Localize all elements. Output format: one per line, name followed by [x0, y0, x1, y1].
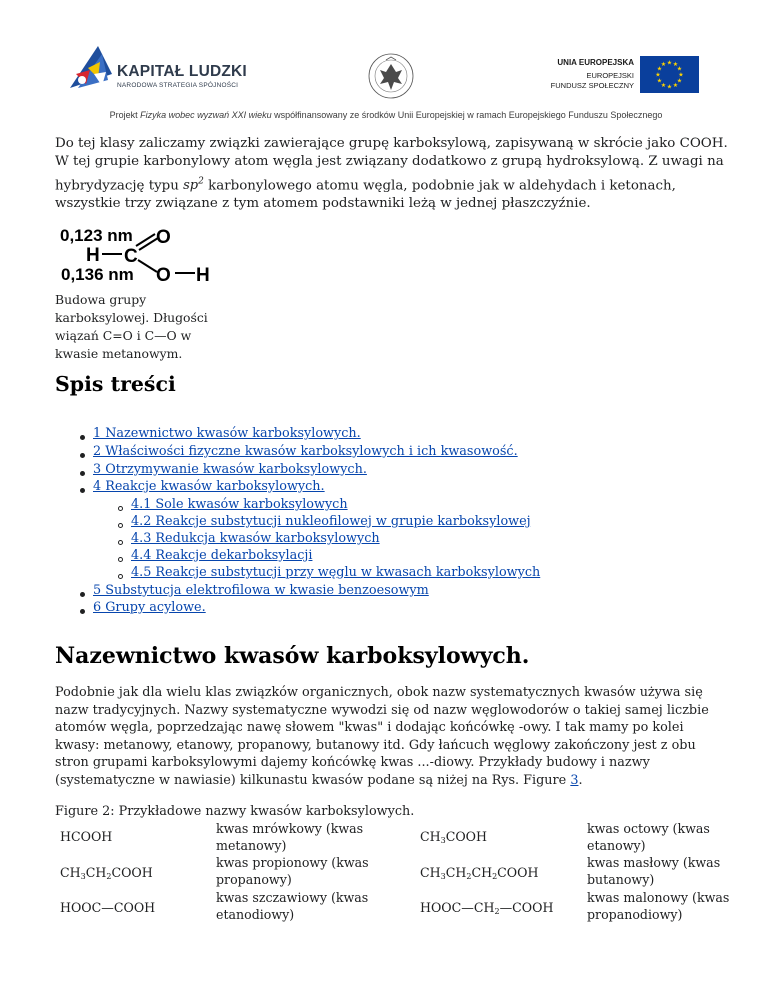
bond-c-o-double-a [136, 234, 155, 246]
svg-text:★: ★ [676, 65, 683, 73]
figure1-caption [55, 291, 208, 363]
intro-line: hybrydyzację typu $sp^2$ karbonylowego atomu węgla, podobnie jak w aldehydach i ketonach, [55, 177, 676, 194]
name-cell: kwas malonowy (kwas propanodiowy) [587, 890, 730, 922]
toc-title: Spis treści [55, 372, 176, 396]
caption-line: wiązań C=O i C—O w [55, 328, 192, 343]
caption-line: karboksylowej. Długości [55, 310, 208, 325]
eu-label-line3: FUNDUSZ SPOŁECZNY [550, 81, 634, 90]
svg-text:★: ★ [672, 61, 679, 68]
kapital-ludzki-subtitle: NARODOWA STRATEGIA SPÓJNOŚCI [117, 82, 239, 89]
svg-text:★: ★ [678, 71, 684, 79]
svg-text:★: ★ [656, 77, 663, 85]
atom-o2: O [156, 265, 171, 286]
caption-line: kwasie metanowym. [55, 346, 183, 361]
name-cell: kwas masłowy (kwas butanowy) [587, 855, 721, 887]
bullet-icon [80, 488, 85, 493]
eu-label-line2: EUROPEJSKI [586, 71, 634, 80]
name-cell: kwas mrówkowy (kwas metanowy) [216, 821, 364, 853]
intro-line: W tej grupie karbonylowy atom węgla jest związany dodatkowo z grupą hydroksylową. Z uwagi na [55, 154, 724, 169]
toc-link[interactable]: 4.4 Reakcje dekarboksylacji [131, 548, 313, 563]
formula-cell: HCOOH [60, 829, 113, 844]
atom-h1: H [86, 245, 100, 266]
formula-cell: $CH_3CH_2COOH$ [60, 865, 153, 881]
toc-link[interactable]: 2 Właściwości fizyczne kwasów karboksylowych i ich kwasowość. [93, 444, 518, 459]
project-title: Fizyka wobec wyzwań XXI wieku [140, 110, 272, 120]
toc-link[interactable]: 4.5 Reakcje substytucji przy węglu w kwasach karboksylowych [131, 565, 541, 580]
svg-text:★: ★ [660, 61, 667, 68]
formula-cell: $HOOC—CH_2—COOH$ [420, 900, 554, 916]
eu-flag-icon [640, 56, 699, 93]
formula-cell: $CH_3CH_2CH_2COOH$ [420, 865, 539, 881]
svg-text:★: ★ [672, 82, 679, 89]
body-line: kwasy: metanowy, etanowy, propanowy, butanowy itd. Gdy łańcuch węglowy zakończony jest z obu [55, 737, 696, 753]
sub-bullet-icon [118, 557, 123, 562]
intro-line: Do tej klasy zaliczamy związki zawierające grupę karboksylową, zapisywaną w skrócie jako COOH. [55, 136, 728, 151]
formula-cell: $CH_3COOH$ [420, 829, 487, 845]
sub-bullet-icon [118, 523, 123, 528]
figure-reference-link[interactable]: 3 [570, 772, 579, 788]
caption-line: Budowa grupy [55, 292, 147, 307]
body-line: (systematyczne w nawiasie) kilkunastu kwasów podane są niżej na Rys. Figure 3. [55, 772, 583, 788]
bond-c-o-single [138, 260, 157, 272]
toc-link[interactable]: 3 Otrzymywanie kwasów karboksylowych. [93, 462, 367, 477]
body-line: Podobnie jak dla wielu klas związków organicznych, obok nazw systematycznych kwasów używa się [55, 685, 703, 700]
svg-text:★: ★ [666, 59, 673, 67]
toc-link[interactable]: 4 Reakcje kwasów karboksylowych. [93, 479, 325, 494]
toc-link[interactable]: 5 Substytucja elektrofilowa w kwasie benzoesowym [93, 583, 429, 598]
sub-bullet-icon [118, 540, 123, 545]
project-prefix: Projekt [109, 110, 141, 120]
body-line: stron grupami karboksylowymi dajemy końcówkę kwas ...-diowy. Przykłady budowy i nazwy [55, 755, 650, 771]
sub-bullet-icon [118, 574, 123, 579]
svg-text:★: ★ [666, 83, 673, 91]
atom-c: C [124, 246, 138, 267]
svg-text:★: ★ [656, 65, 663, 73]
section1-paragraph [55, 684, 709, 790]
svg-text:★: ★ [655, 71, 661, 79]
bullet-icon [80, 471, 85, 476]
section-heading: Nazewnictwo kwasów karboksylowych. [55, 643, 530, 669]
name-cell: kwas octowy (kwas etanowy) [587, 821, 710, 853]
university-seal-logo [366, 50, 416, 102]
eu-label-line1: UNIA EUROPEJSKA [557, 58, 634, 67]
toc-link[interactable]: 4.1 Sole kwasów karboksylowych [131, 497, 348, 512]
atom-h2: H [196, 265, 210, 286]
kapital-ludzki-title: KAPITAŁ LUDZKI [117, 63, 247, 80]
bond-length-co-single: 0,136 nm [61, 265, 134, 284]
bullet-icon [80, 609, 85, 614]
atom-o1: O [156, 227, 171, 248]
svg-text:★: ★ [660, 82, 667, 89]
project-funding-line [66, 110, 706, 120]
body-line: nazw tradycyjnych. Nazwy systematyczne wywodzi się od nazw węglowodorów o takiej samej liczbie [55, 702, 709, 718]
bullet-icon [80, 592, 85, 597]
toc-link[interactable]: 4.3 Redukcja kwasów karboksylowych [131, 531, 380, 546]
intro-paragraph [55, 135, 728, 213]
name-cell: kwas propionowy (kwas propanowy) [216, 855, 369, 887]
toc-link[interactable]: 6 Grupy acylowe. [93, 600, 206, 615]
project-suffix: współfinansowany ze środków Unii Europejskiej w ramach Europejskiego Funduszu Społecznego [271, 110, 663, 120]
bullet-icon [80, 453, 85, 458]
name-cell: kwas szczawiowy (kwas etanodiowy) [216, 890, 369, 922]
svg-text:★: ★ [676, 77, 683, 85]
sub-bullet-icon [118, 506, 123, 511]
toc-link[interactable]: 4.2 Reakcje substytucji nukleofilowej w grupie karboksylowej [131, 514, 531, 529]
sp2-math: $sp^2$ [183, 177, 204, 194]
bond-length-co-double: 0,123 nm [60, 226, 133, 245]
intro-line: wszystkie trzy związane z tym atomem podstawniki leżą w jednej płaszczyźnie. [55, 196, 591, 212]
body-line: atomów węgla, poprzedzając nawę słowem "kwas" i dodając końcówkę -owy. I tak mamy po kolei [55, 720, 684, 736]
toc-link[interactable]: 1 Nazewnictwo kwasów karboksylowych. [93, 426, 361, 441]
figure2-caption: Figure 2: Przykładowe nazwy kwasów karboksylowych. [55, 804, 415, 819]
formula-cell: HOOC—COOH [60, 900, 156, 915]
bullet-icon [80, 435, 85, 440]
carboxyl-structure-figure [60, 222, 230, 290]
